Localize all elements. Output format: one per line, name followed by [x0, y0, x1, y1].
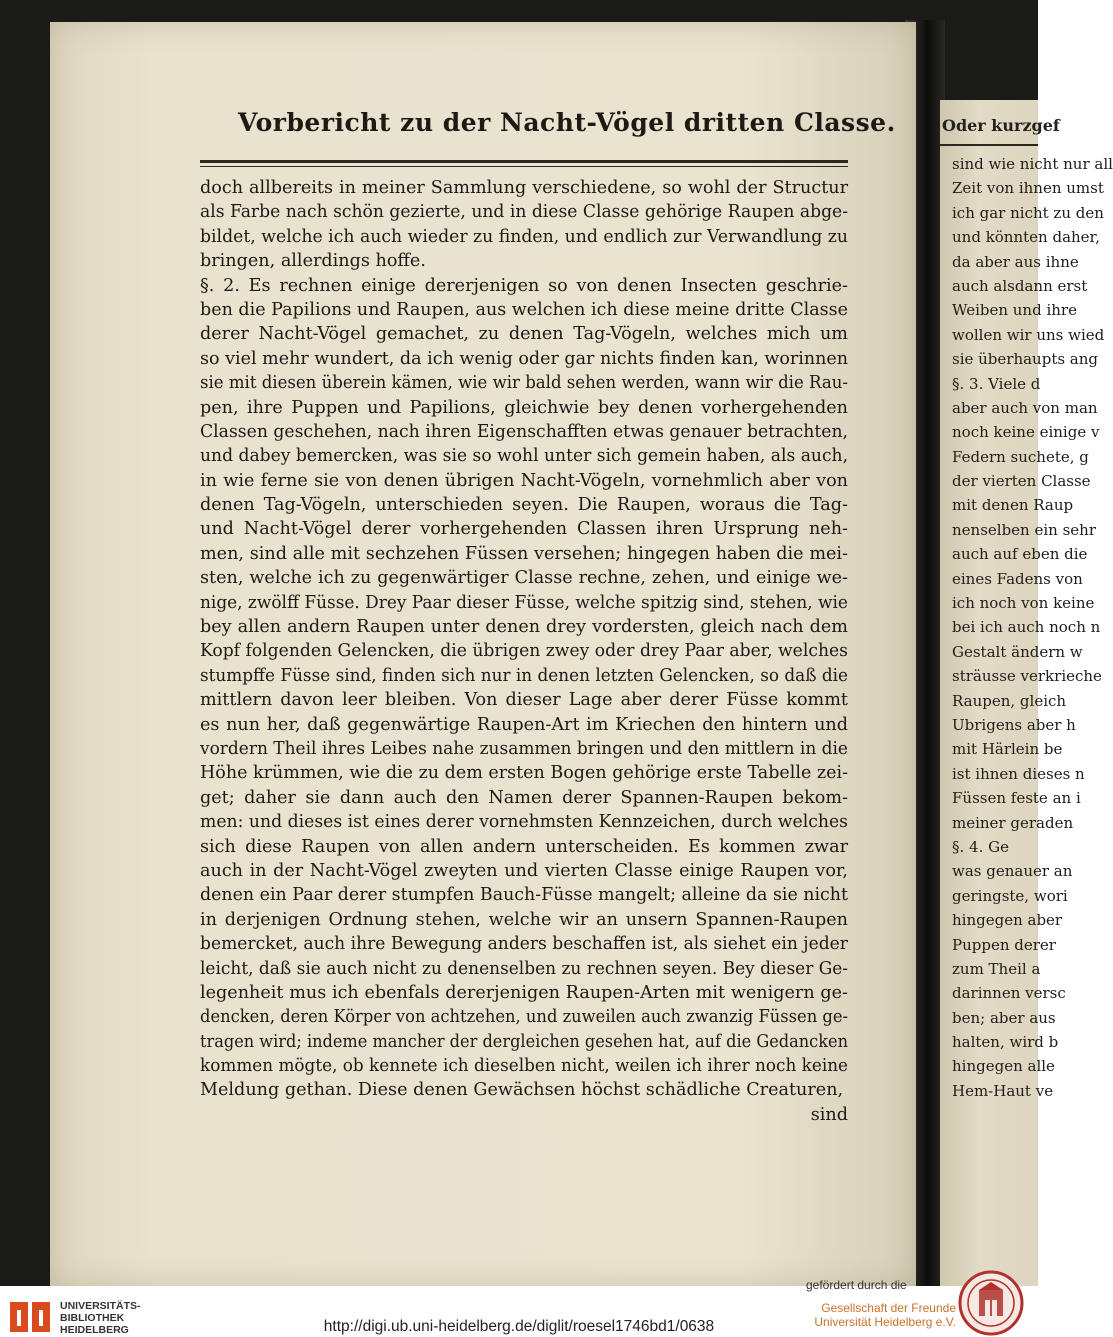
right-page-line: Gestalt ändern w: [952, 642, 1083, 661]
text-line: bemercket, auch ihre Bewegung anders beschaffen ist, als siehet ein jeder: [200, 934, 848, 955]
text-line: men: und dieses ist eines derer vornehmsten Kennzeichen, durch welches: [200, 812, 849, 833]
funded-by-label: gefördert durch die: [806, 1278, 907, 1292]
right-page-text: [952, 152, 1113, 1103]
society-name: [808, 1301, 956, 1329]
text-line: derer Nacht-Vögel gemachet, zu denen Tag-Vögeln, welches mich um: [200, 324, 848, 345]
text-line: in derjenigen Ordnung stehen, welche wir an unsern Spannen-Raupen: [200, 909, 848, 930]
right-page-line: eines Fadens von: [952, 569, 1083, 588]
right-page-line: Puppen derer: [952, 935, 1056, 954]
header-rule-thin: [200, 166, 848, 167]
right-page-line: Füssen feste an i: [952, 789, 1081, 808]
text-line: Meldung gethan. Diese denen Gewächsen höchst schädliche Creaturen,: [200, 1080, 844, 1101]
text-line: pen, ihre Puppen und Papilions, gleichwie bey denen vorhergehenden: [200, 397, 848, 418]
right-page-line: geringste, wori: [952, 886, 1068, 905]
text-line: sten, welche ich zu gegenwärtiger Classe rechne, zehen, und einige we-: [200, 568, 848, 589]
text-line: es nun her, daß gegenwärtige Raupen-Art im Kriechen den hintern und: [200, 714, 848, 735]
right-page-line: Federn suchete, g: [952, 447, 1089, 466]
right-page-line: noch keine einige v: [952, 423, 1100, 442]
text-line: als Farbe nach schön gezierte, und in diese Classe gehörige Raupen abge-: [200, 202, 849, 223]
text-line: so viel mehr wundert, da ich wenig oder gar nichts finden kan, worinnen: [200, 348, 849, 369]
right-page-line: bei ich auch noch n: [952, 618, 1101, 637]
text-line: dencken, deren Körper von achtzehen, und zuweilen auch zwanzig Füssen ge-: [200, 1007, 849, 1028]
library-name-line: UNIVERSITÄTS-: [60, 1300, 141, 1312]
text-line: stumpffe Füsse sind, finden sich nur in denen letzten Gelencken, so daß die: [200, 665, 848, 686]
society-name-line: Gesellschaft der Freunde: [821, 1301, 956, 1315]
text-line: auch in der Nacht-Vögel zweyten und vierten Classe einige Raupen vor,: [200, 860, 848, 881]
right-page-line: Zeit von ihnen umst: [952, 179, 1104, 198]
right-page-line: ist ihnen dieses n: [952, 764, 1085, 783]
text-line: bringen, allerdings hoffe.: [200, 251, 426, 272]
right-page-header: Oder kurzgef: [942, 116, 1060, 135]
right-page-line: meiner geraden: [952, 813, 1074, 832]
text-line: bildet, welche ich auch wieder zu finden, und endlich zur Verwandlung zu: [200, 226, 848, 247]
right-page-line: sie überhaupts ang: [952, 350, 1099, 369]
text-line: §. 2. Es rechnen einige dererjenigen so von denen Insecten geschrie-: [200, 275, 848, 296]
right-page-line: Raupen, gleich: [952, 691, 1067, 710]
text-line: doch allbereits in meiner Sammlung verschiedene, so wohl der Structur: [200, 178, 848, 198]
right-page-line: §. 4. Ge: [952, 837, 1009, 856]
right-page-line: und könnten daher,: [952, 228, 1100, 247]
right-page-line: sind wie nicht nur all: [952, 155, 1113, 173]
right-page-line: halten, wird b: [952, 1033, 1059, 1052]
right-page-line: da aber aus ihne: [952, 252, 1079, 271]
text-line: denen ein Paar derer stumpfen Bauch-Füsse mangelt; alleine da sie nicht: [200, 885, 848, 906]
right-page-line: nenselben ein sehr: [952, 520, 1096, 539]
text-line: Kopf folgenden Gelencken, die übrigen zwey oder drey Paar aber, welches: [200, 641, 848, 662]
right-page-line: zum Theil a: [952, 959, 1041, 978]
right-page-line: darinnen versc: [952, 984, 1066, 1003]
text-line: und Nacht-Vögel derer vorhergehenden Classen ihren Ursprung neh-: [200, 519, 848, 540]
library-name-line: HEIDELBERG: [60, 1324, 129, 1336]
right-page-line: auch alsdann erst: [952, 276, 1088, 295]
right-page-line: mit denen Raup: [952, 496, 1074, 515]
text-line: in wie ferne sie von denen übrigen Nacht-Vögeln, vornehmlich aber von: [200, 470, 848, 491]
text-line: bey allen andern Raupen unter denen drey vordersten, gleich nach dem: [200, 617, 848, 638]
right-page-rule: [940, 144, 1038, 146]
right-page-edge: [940, 100, 1113, 1286]
right-page-line: ben; aber aus: [952, 1008, 1056, 1027]
text-line: men, sind alle mit sechzehen Füssen versehen; hingegen haben die mei-: [200, 543, 848, 564]
text-line: sich diese Raupen von allen andern unterscheiden. Es kommen zwar: [200, 836, 848, 857]
text-line: sie mit diesen überein kämen, wie wir bald sehen werden, wann wir die Rau-: [200, 373, 848, 394]
body-text: [200, 176, 848, 1127]
right-page-line: sträusse verkrieche: [952, 667, 1102, 686]
text-line: leicht, daß sie auch nicht zu denenselben zu rechnen seyen. Bey dieser Ge-: [200, 958, 849, 979]
text-line: Höhe krümmen, wie die zu dem ersten Bogen gehörige erste Tabelle zei-: [200, 763, 849, 784]
right-page-line: ich gar nicht zu den: [952, 203, 1104, 222]
right-page-line: ich noch von keine: [952, 594, 1095, 613]
text-line: kommen mögte, ob kennete ich dieselben nicht, weilen ich ihrer noch keine: [200, 1056, 849, 1077]
text-line: Classen geschehen, nach ihren Eigenschafften etwas genauer betrachten,: [200, 421, 849, 442]
right-page-line: hingegen aber: [952, 911, 1063, 930]
text-line: vordern Theil ihres Leibes nahe zusammen bringen und den mittlern in die: [200, 738, 848, 759]
right-page-line: hingegen alle: [952, 1057, 1055, 1076]
right-page-line: was genauer an: [952, 862, 1073, 881]
right-page-line: der vierten Classe: [952, 472, 1091, 491]
right-page-line: aber auch von man: [952, 398, 1098, 417]
text-line: get; daher sie dann auch den Namen derer Spannen-Raupen bekom-: [200, 787, 848, 808]
header-rule-thick: [200, 160, 848, 163]
text-line: ben die Papilions und Raupen, aus welchen ich diese meine dritte Classe: [200, 299, 848, 320]
university-seal-icon: [958, 1270, 1024, 1336]
text-line: denen Tag-Vögeln, unterschieden seyen. Die Raupen, woraus die Tag-: [200, 495, 848, 516]
page-header: Vorbericht zu der Nacht-Vögel dritten Classe.: [238, 108, 896, 137]
text-line: tragen wird; indeme mancher der dergleichen gesehen hat, auf die Gedancken: [200, 1031, 849, 1052]
text-line: nige, zwölff Füsse. Drey Paar dieser Füsse, welche spitzig sind, stehen, wie: [200, 592, 848, 613]
right-page-line: wollen wir uns wied: [952, 325, 1105, 344]
right-page-line: Hem-Haut ve: [952, 1081, 1054, 1100]
right-page-line: Weiben und ihre: [952, 301, 1077, 320]
permalink-url[interactable]: http://digi.ub.uni-heidelberg.de/diglit/roesel1746bd1/0638: [323, 1318, 715, 1335]
text-line: legenheit mus ich ebenfals dererjenigen Raupen-Arten mit wenigern ge-: [200, 982, 848, 1003]
catchword: sind: [810, 1104, 848, 1125]
text-line: mittlern davon leer bleiben. Von dieser Lage aber derer Füsse kommt: [200, 690, 848, 711]
right-page-line: Ubrigens aber h: [952, 715, 1076, 734]
right-page-line: mit Härlein be: [952, 740, 1063, 759]
text-line: und dabey bemercken, was sie so wohl unter sich gemein haben, als auch,: [200, 446, 849, 467]
society-name-line: Universität Heidelberg e.V.: [814, 1315, 956, 1329]
library-name-line: BIBLIOTHEK: [60, 1312, 125, 1324]
right-page-line: auch auf eben die: [952, 545, 1088, 564]
right-page-line: §. 3. Viele d: [952, 374, 1041, 393]
